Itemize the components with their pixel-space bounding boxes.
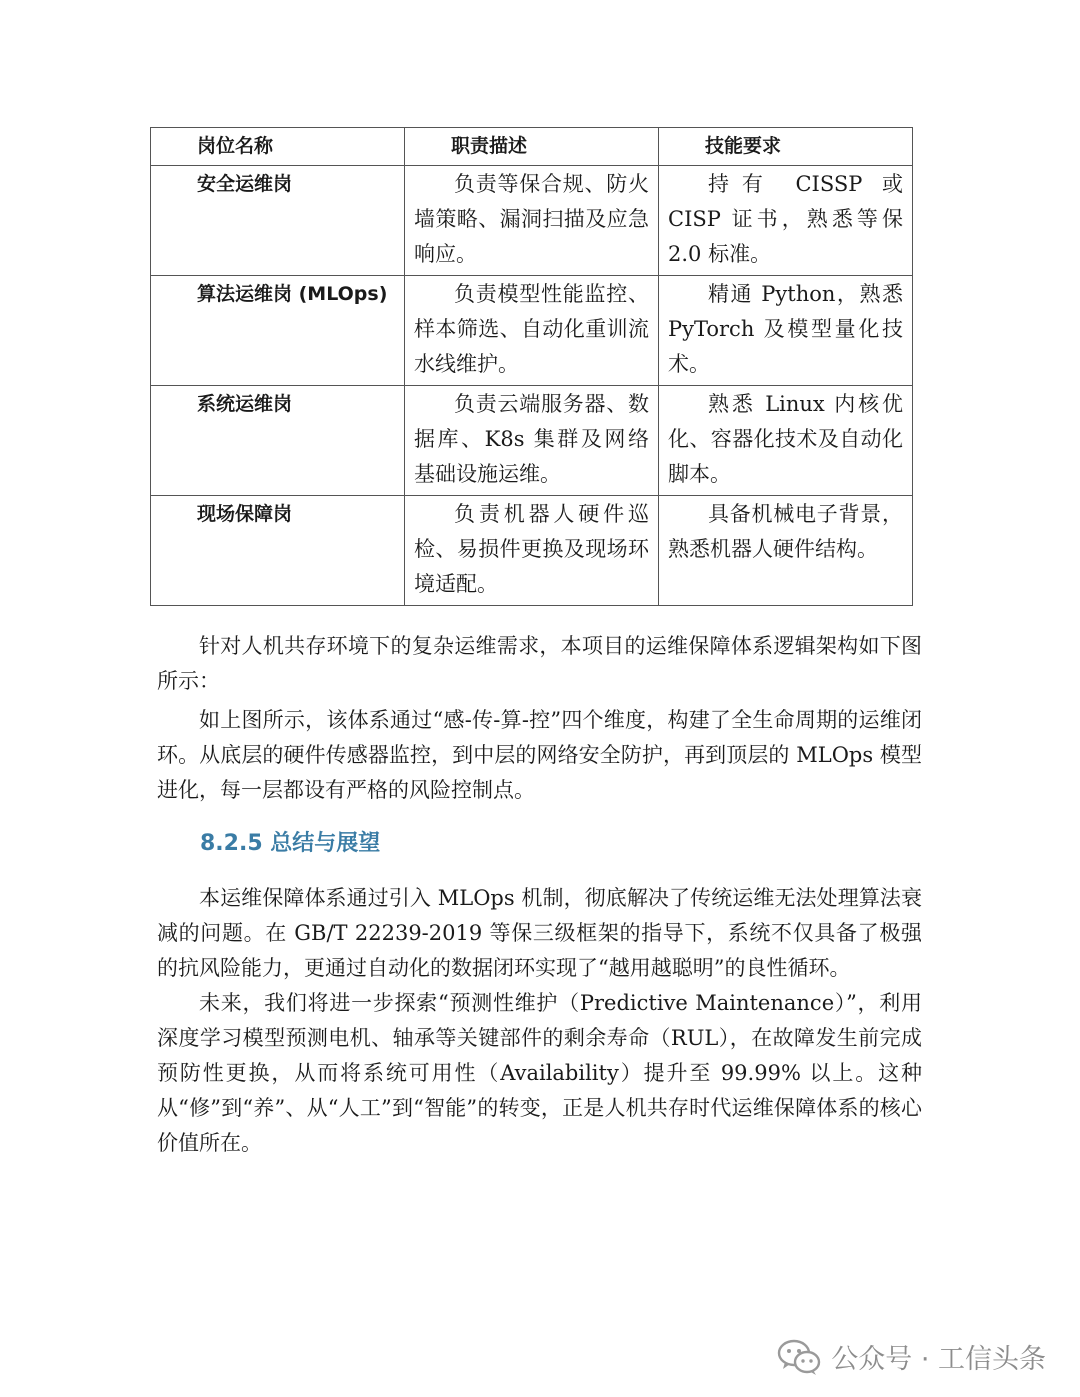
role-duty: 负责模型性能监控、样本筛选、自动化重训流水线维护。 xyxy=(405,276,659,386)
table-row xyxy=(151,386,913,496)
paragraph-conclusion: 本运维保障体系通过引入 MLOps 机制，彻底解决了传统运维无法处理算法衰减的问题。在 GB/T 22239-2019 等保三级框架的指导下，系统不仅具备了极强的抗风险能力，更通过自动化的数据闭环实现了“越用越聪明”的良性循环。 xyxy=(157,886,922,980)
role-name: 安全运维岗 xyxy=(151,166,405,276)
role-name: 算法运维岗 (MLOps) xyxy=(151,276,405,386)
role-duty: 负责机器人硬件巡检、易损件更换及现场环境适配。 xyxy=(405,496,659,606)
role-skill: 具备机械电子背景，熟悉机器人硬件结构。 xyxy=(659,496,913,606)
role-duty: 负责等保合规、防火墙策略、漏洞扫描及应急响应。 xyxy=(405,166,659,276)
section-heading: 8.2.5 总结与展望 xyxy=(200,831,381,856)
paragraph-architecture-intro: 针对人机共存环境下的复杂运维需求，本项目的运维保障体系逻辑架构如下图所示： xyxy=(157,634,922,693)
watermark xyxy=(777,1337,1046,1376)
role-skill: 持有 CISSP 或 CISP 证书，熟悉等保 2.0 标准。 xyxy=(659,166,913,276)
header-duty: 职责描述 xyxy=(405,128,659,166)
role-name: 系统运维岗 xyxy=(151,386,405,496)
role-skill: 精通 Python，熟悉 PyTorch 及模型量化技术。 xyxy=(659,276,913,386)
table-header-row xyxy=(151,128,913,166)
paragraph-architecture-summary: 如上图所示，该体系通过“感-传-算-控”四个维度，构建了全生命周期的运维闭环。从底层的硬件传感器监控，到中层的网络安全防护，再到顶层的 MLOps 模型进化，每一层都设有严格的风险控制点。 xyxy=(157,708,922,802)
watermark-text: 公众号 · 工信头条 xyxy=(831,1344,1046,1375)
header-skill: 技能要求 xyxy=(659,128,913,166)
table-row xyxy=(151,496,913,606)
table-row xyxy=(151,166,913,276)
roles-table xyxy=(150,127,913,606)
header-role-name: 岗位名称 xyxy=(151,128,405,166)
wechat-icon xyxy=(777,1338,821,1376)
role-name: 现场保障岗 xyxy=(151,496,405,606)
role-duty: 负责云端服务器、数据库、K8s 集群及网络基础设施运维。 xyxy=(405,386,659,496)
role-skill: 熟悉 Linux 内核优化、容器化技术及自动化脚本。 xyxy=(659,386,913,496)
paragraph-outlook: 未来，我们将进一步探索“预测性维护（Predictive Maintenance）”，利用深度学习模型预测电机、轴承等关键部件的剩余寿命（RUL），在故障发生前完成预防性更换，从而将系统可用性（Availability）提升至 99.99% 以上。这种从“修”到“养”、从“人工”到“智能”的转变，正是人机共存时代运维保障体系的核心价值所在。 xyxy=(157,991,922,1155)
table-row xyxy=(151,276,913,386)
